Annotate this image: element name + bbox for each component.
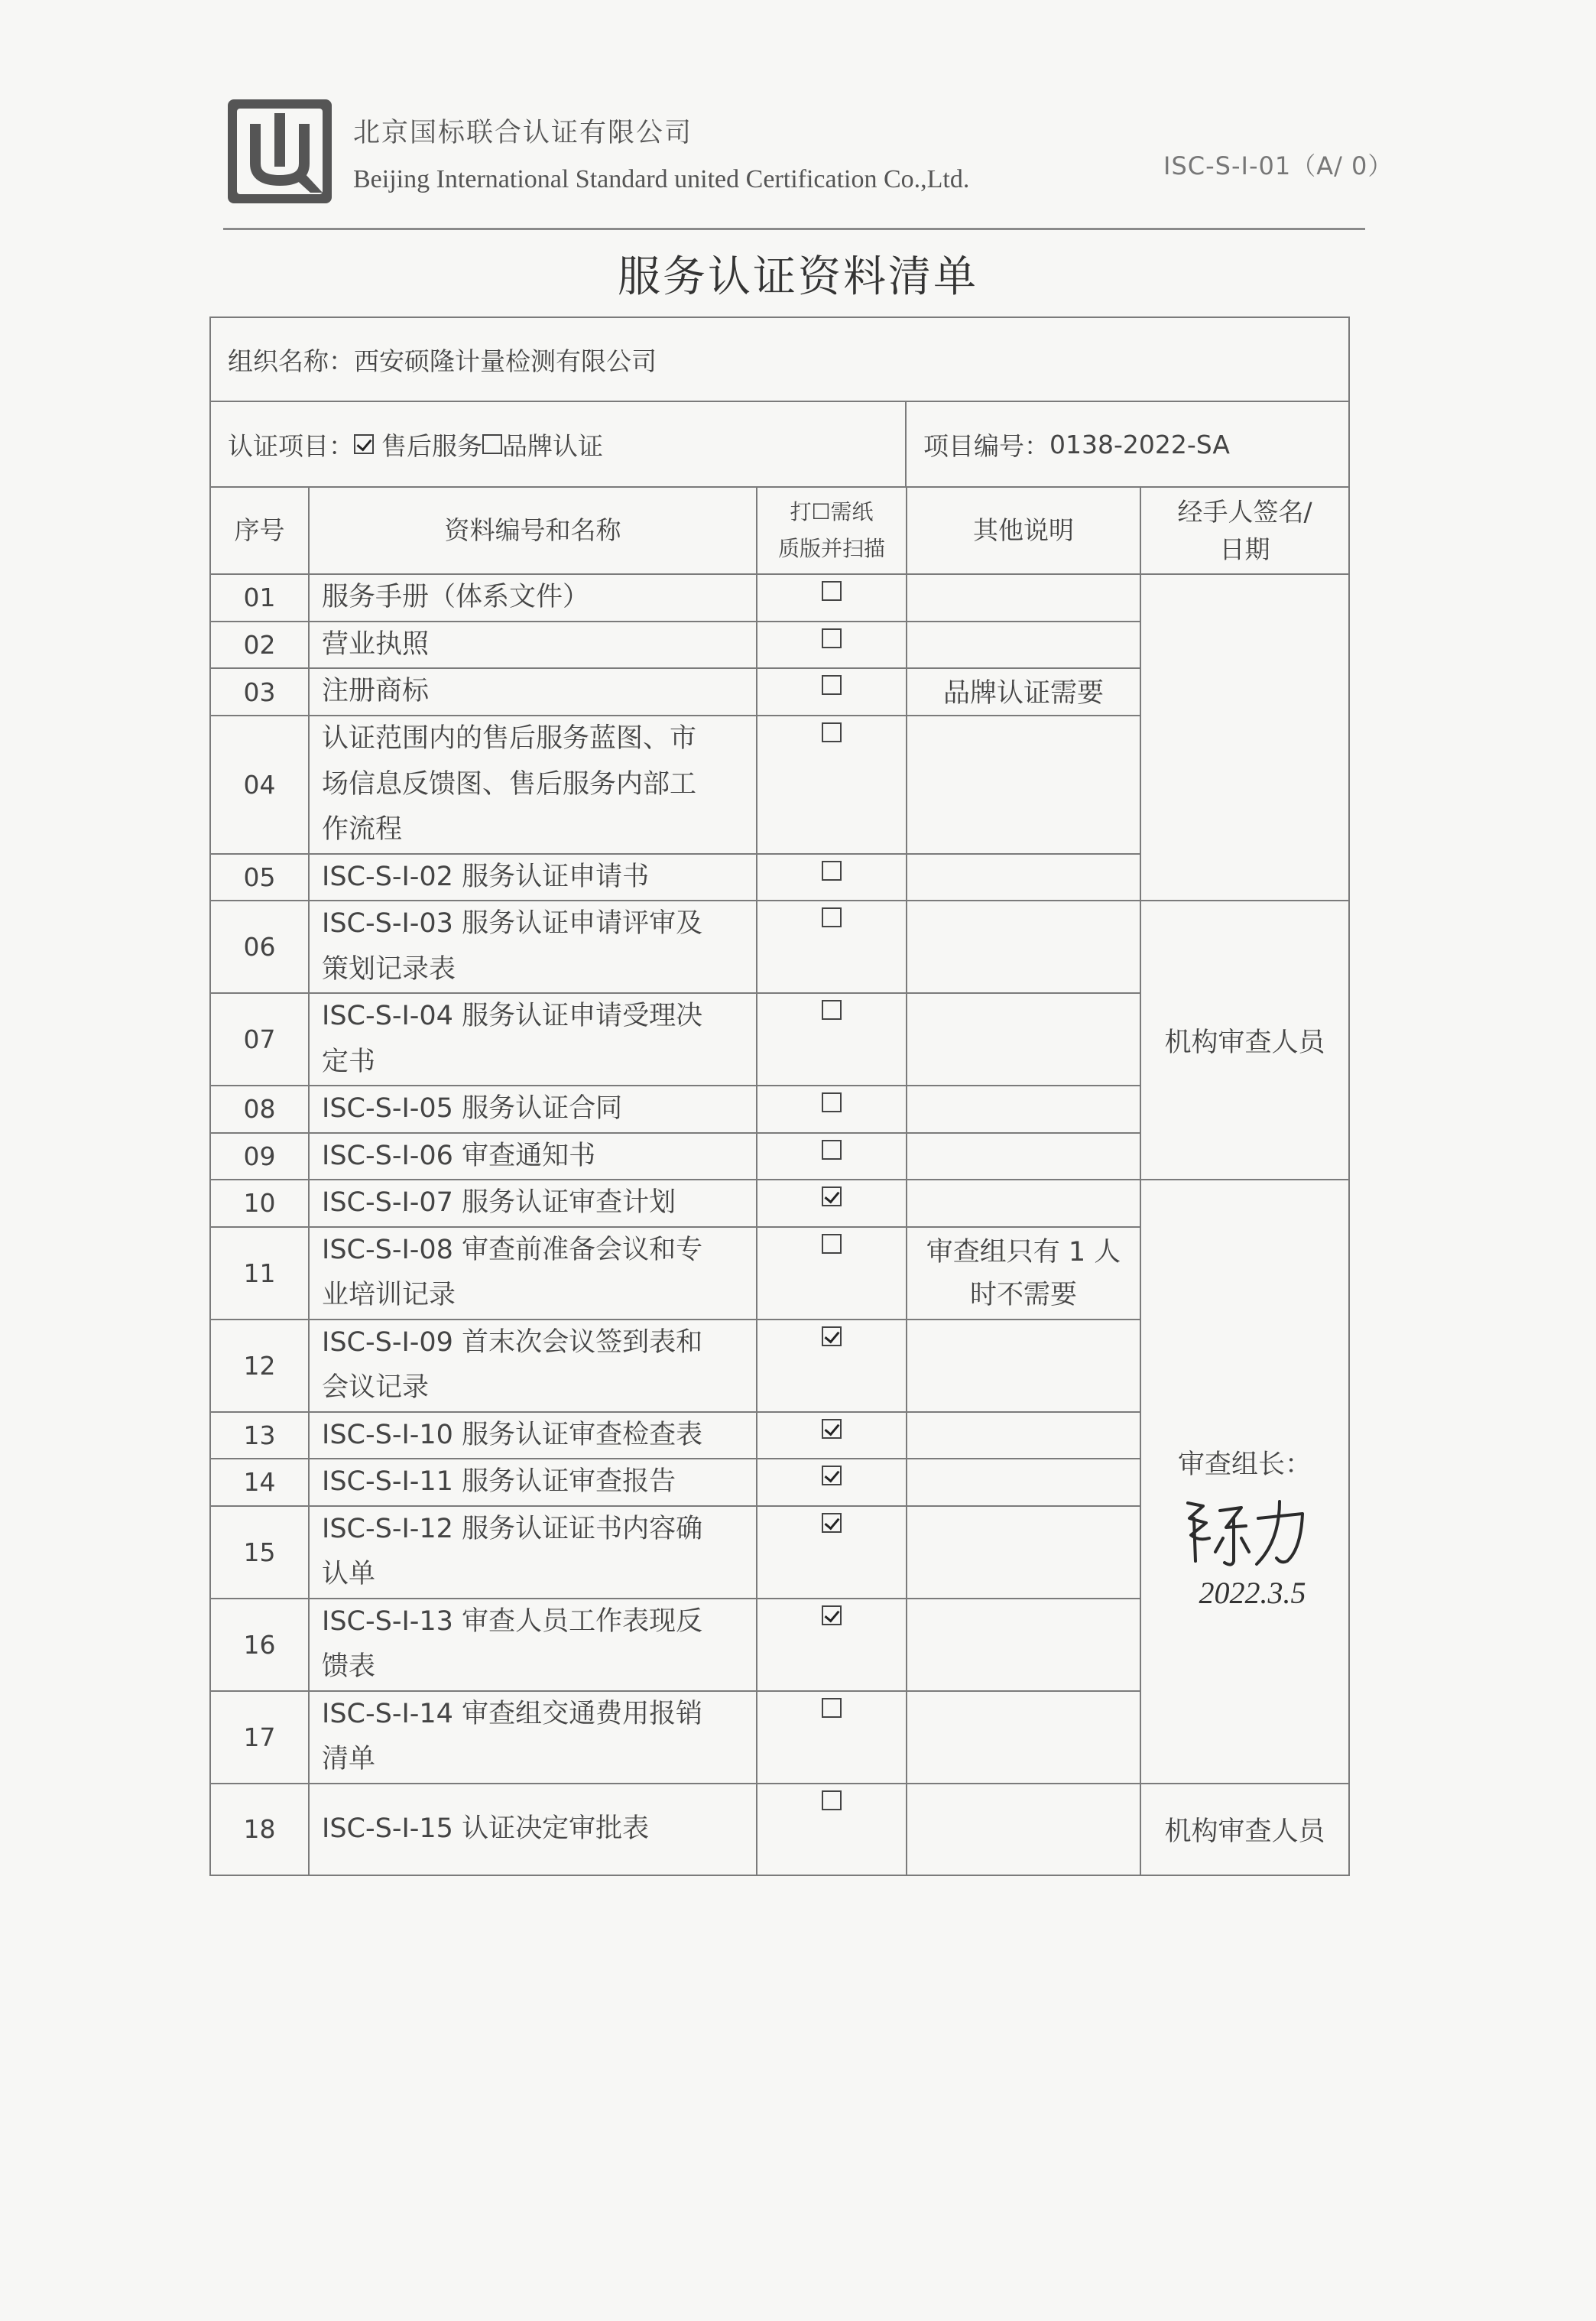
document-name [309, 901, 757, 993]
print-scan-checkbox[interactable] [822, 1092, 842, 1112]
row-number: 16 [211, 1599, 309, 1691]
page-title: 服务认证资料清单 [618, 252, 978, 302]
document-name-line: ISC-S-I-11 服务认证审查报告 [322, 1466, 676, 1497]
note-cell [907, 1459, 1140, 1506]
document-name-line: ISC-S-I-07 服务认证审查计划 [322, 1187, 676, 1218]
table-row [211, 1784, 1348, 1875]
col-header-note: 其他说明 [907, 488, 1140, 574]
row-number: 02 [211, 622, 309, 669]
row-number: 07 [211, 993, 309, 1086]
document-name-line: 营业执照 [322, 628, 430, 660]
print-scan-checkbox[interactable] [822, 907, 842, 927]
company-logo-icon [226, 98, 333, 205]
cert-row [211, 402, 1348, 488]
cert-option2-label: 品牌认证 [502, 430, 603, 461]
handwritten-signature [1173, 1488, 1318, 1572]
print-scan-checkbox[interactable] [822, 861, 842, 881]
print-scan-cell [757, 993, 907, 1086]
print-scan-checkbox[interactable] [822, 722, 842, 742]
print-scan-checkbox[interactable] [822, 1698, 842, 1718]
print-scan-cell [757, 854, 907, 901]
leader-label: 审查组长： [1177, 1449, 1312, 1481]
row-number: 01 [211, 574, 309, 622]
document-name-line: ISC-S-I-08 审查前准备会议和专 [322, 1234, 703, 1265]
print-scan-checkbox[interactable] [822, 675, 842, 695]
col-header-sign-line1: 经手人签名/ [1177, 496, 1312, 527]
document-name [309, 622, 757, 669]
print-scan-checkbox[interactable] [822, 1000, 842, 1020]
print-scan-cell [757, 1133, 907, 1180]
print-scan-checkbox[interactable] [822, 1466, 842, 1485]
note-cell [907, 1412, 1140, 1459]
row-number: 10 [211, 1180, 309, 1227]
print-scan-cell [757, 574, 907, 622]
signer-cell [1140, 574, 1348, 901]
row-number: 18 [211, 1784, 309, 1875]
document-name [309, 1227, 757, 1320]
document-name-line: ISC-S-I-04 服务认证申请受理决 [322, 1001, 703, 1031]
print-scan-cell [757, 1784, 907, 1875]
company-name-cn: 北京国标联合认证有限公司 [353, 118, 693, 148]
document-name [309, 1086, 757, 1133]
document-name-line: 认证范围内的售后服务蓝图、市 [322, 723, 697, 754]
document-name [309, 1459, 757, 1506]
row-number: 17 [211, 1691, 309, 1784]
note-cell [907, 1691, 1140, 1784]
document-name [309, 1412, 757, 1459]
note-cell [907, 901, 1140, 993]
table-header-row [211, 488, 1348, 574]
print-scan-cell [757, 1599, 907, 1691]
document-name-line: ISC-S-I-14 审查组交通费用报销 [322, 1698, 703, 1729]
print-scan-checkbox[interactable] [822, 1790, 842, 1810]
row-number: 13 [211, 1412, 309, 1459]
note-text: 审查组只有 1 人 [926, 1236, 1121, 1268]
row-number: 15 [211, 1506, 309, 1599]
document-name-line: 馈表 [322, 1651, 376, 1682]
document-name-line: 会议记录 [322, 1372, 430, 1403]
row-number: 12 [211, 1320, 309, 1412]
document-name [309, 716, 757, 854]
note-cell [907, 1133, 1140, 1180]
document-name [309, 1506, 757, 1599]
note-cell [907, 668, 1140, 716]
document-name-line: ISC-S-I-02 服务认证申请书 [322, 861, 650, 892]
print-scan-cell [757, 1320, 907, 1412]
org-field [211, 318, 1348, 401]
row-number: 08 [211, 1086, 309, 1133]
print-scan-cell [757, 1691, 907, 1784]
document-name-line: ISC-S-I-05 服务认证合同 [322, 1093, 623, 1124]
col-header-print-line2: 质版并扫描 [777, 536, 885, 561]
note-cell [907, 1320, 1140, 1412]
document-name-line: 场信息反馈图、售后服务内部工 [322, 768, 697, 800]
print-scan-checkbox[interactable] [822, 1234, 842, 1254]
signer-cell: 机构审查人员 [1140, 901, 1348, 1180]
print-scan-cell [757, 1180, 907, 1227]
print-scan-checkbox[interactable] [822, 1140, 842, 1160]
print-scan-checkbox[interactable] [822, 1419, 842, 1439]
checklist-form [209, 316, 1350, 1876]
print-scan-checkbox[interactable] [822, 1513, 842, 1533]
document-name-line: ISC-S-I-12 服务认证证书内容确 [322, 1513, 703, 1544]
document-name-line: ISC-S-I-15 认证决定审批表 [322, 1813, 650, 1844]
table-row [211, 1180, 1348, 1227]
project-number-field [907, 402, 1348, 486]
org-row [211, 318, 1348, 402]
row-number: 03 [211, 668, 309, 716]
col-header-sign [1140, 488, 1348, 574]
org-value: 西安硕隆计量检测有限公司 [354, 346, 657, 376]
document-name-line: ISC-S-I-13 审查人员工作表现反 [322, 1605, 703, 1637]
cert-item-field [211, 402, 907, 486]
document-name [309, 854, 757, 901]
print-scan-checkbox[interactable] [822, 1605, 842, 1625]
note-cell [907, 574, 1140, 622]
note-cell [907, 993, 1140, 1086]
row-number: 05 [211, 854, 309, 901]
print-scan-checkbox[interactable] [822, 628, 842, 648]
print-scan-cell [757, 668, 907, 716]
document-name [309, 1320, 757, 1412]
company-name [353, 112, 969, 194]
col-header-no: 序号 [211, 488, 309, 574]
note-cell [907, 622, 1140, 669]
signature-date: 2022.3.5 [1199, 1576, 1306, 1611]
row-number: 09 [211, 1133, 309, 1180]
row-number: 06 [211, 901, 309, 993]
cert-option1-checkbox[interactable] [354, 434, 374, 454]
cert-option2-checkbox[interactable] [482, 434, 502, 454]
document-name-line: ISC-S-I-03 服务认证申请评审及 [322, 908, 703, 939]
print-scan-checkbox[interactable] [822, 581, 842, 601]
document-name-line: 定书 [322, 1046, 376, 1077]
table-row [211, 574, 1348, 622]
document-name-line: ISC-S-I-10 服务认证审查检查表 [322, 1419, 703, 1450]
print-scan-cell [757, 1227, 907, 1320]
note-cell [907, 1506, 1140, 1599]
org-label: 组织名称： [228, 346, 354, 376]
note-cell [907, 716, 1140, 854]
note-cell [907, 1599, 1140, 1691]
leader-sign-cell [1140, 1180, 1348, 1784]
document-name [309, 574, 757, 622]
col-header-print [757, 488, 907, 574]
note-cell [907, 1180, 1140, 1227]
row-number: 14 [211, 1459, 309, 1506]
print-scan-checkbox[interactable] [822, 1326, 842, 1346]
document-code: ISC-S-I-01（A/ 0） [1163, 151, 1393, 180]
document-name-line: ISC-S-I-09 首末次会议签到表和 [322, 1326, 703, 1358]
document-table [211, 488, 1348, 1876]
project-value: 0138-2022-SA [1049, 429, 1230, 459]
document-name-line: 业培训记录 [322, 1280, 456, 1310]
document-name-line: 清单 [322, 1744, 376, 1774]
print-scan-checkbox[interactable] [822, 1186, 842, 1206]
document-name-line: 作流程 [322, 814, 403, 845]
col-header-print-line1: 打☐需纸 [790, 499, 874, 525]
note-cell [907, 1784, 1140, 1875]
cert-option1-label: 售后服务 [381, 430, 482, 461]
company-name-en: Beijing International Standard united Certification Co.,Ltd. [353, 165, 970, 193]
print-scan-cell [757, 1086, 907, 1133]
document-name [309, 1133, 757, 1180]
project-label: 项目编号： [923, 430, 1049, 461]
document-name-line: 策划记录表 [322, 953, 456, 985]
document-name-line: 认单 [322, 1559, 376, 1589]
cert-item-label: 认证项目： [228, 430, 354, 461]
document-name [309, 1180, 757, 1227]
document-name-line: ISC-S-I-06 审查通知书 [322, 1140, 596, 1171]
document-name-line: 服务手册（体系文件） [322, 582, 590, 612]
note-text: 时不需要 [969, 1279, 1077, 1310]
signer-cell: 机构审查人员 [1140, 1784, 1348, 1875]
row-number: 11 [211, 1227, 309, 1320]
document-name [309, 1599, 757, 1691]
print-scan-cell [757, 901, 907, 993]
print-scan-cell [757, 1412, 907, 1459]
header-divider [223, 228, 1365, 230]
col-header-name: 资料编号和名称 [309, 488, 757, 574]
print-scan-cell [757, 622, 907, 669]
row-number: 04 [211, 716, 309, 854]
print-scan-cell [757, 716, 907, 854]
print-scan-cell [757, 1459, 907, 1506]
note-cell [907, 854, 1140, 901]
document-name [309, 993, 757, 1086]
document-name-line: 注册商标 [322, 676, 430, 707]
note-cell [907, 1227, 1140, 1320]
document-name [309, 668, 757, 716]
col-header-sign-line2: 日期 [1219, 534, 1270, 564]
document-name [309, 1691, 757, 1784]
print-scan-cell [757, 1506, 907, 1599]
note-cell [907, 1086, 1140, 1133]
document-name [309, 1784, 757, 1875]
note-text: 品牌认证需要 [942, 678, 1104, 709]
table-row [211, 901, 1348, 993]
